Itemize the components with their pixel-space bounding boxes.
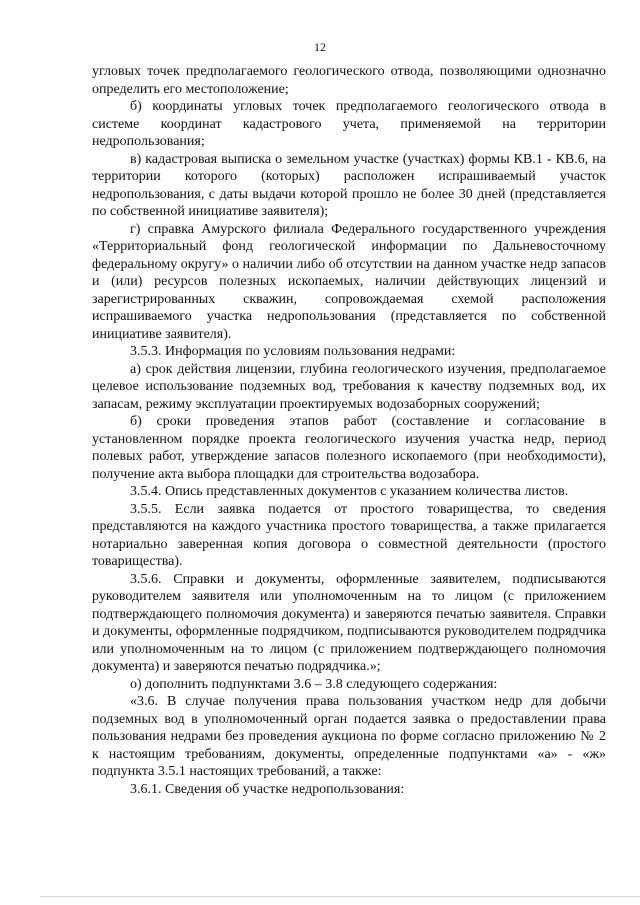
paragraph: «3.6. В случае получения права пользования участком недр для добычи подземных вод в уполномоченный орган подается заявка о предоставлении права пользования недрами без проведения аукциона по форме согласно приложению № 2 к настоящим требованиям, документы, определенные подпунктами «а» - «ж» подпункта 3.5.1 настоящих требований, а также: [92,694,606,779]
paragraph: о) дополнить подпунктами 3.6 – 3.8 следующего содержания: [130,676,498,692]
paragraph: 3.6.1. Сведения об участке недропользования: [130,781,405,797]
paragraph: угловых точек предполагаемого геологического отвода, позволяющими однозначно определить его местоположение; [92,64,606,97]
document-body [92,63,606,798]
paragraph: 3.5.3. Информация по условиям пользования недрами: [130,344,456,359]
paragraph: б) координаты угловых точек предполагаемого геологического отвода в системе координат кадастрового учета, применяемой на территории недропользования; [92,99,606,149]
paragraph: 3.5.4. Опись представленных документов с указанием количества листов. [130,484,569,499]
paragraph: в) кадастровая выписка о земельном участке (участках) формы КВ.1 - КВ.6, на территории которого (которых) расположен испрашиваемый участок недропользования, с даты выдачи которой прошло не более 30 дней (представляется по собственной инициативе заявителя); [92,151,606,219]
paragraph: 3.5.6. Справки и документы, оформленные заявителем, подписываются руководителем заявителя или уполномоченным на то лицом (с приложением подтверждающего полномочия документа) и заверяются печатью заявителя. Справки и документы, оформленные подрядчиком, подписываются руководителем подрядчика или уполномоченным на то лицом (с приложением подтверждающего полномочия документа) и заверяются печатью подрядчика.»; [92,571,606,674]
page-number: 12 [314,40,326,54]
paragraph: б) сроки проведения этапов работ (составление и согласование в установленном порядке проекта геологического изучения участка недр, период полевых работ, утверждение запасов полезного ископаемого (при необходимости), получение акта выбора площадки для строительства водозабора. [92,414,606,482]
paragraph: г) справка Амурского филиала Федерального государственного учреждения «Территориальный фонд геологической информации по Дальневосточному федеральному округу» о наличии либо об отсутствии на данном участке недр запасов и (или) ресурсов полезных ископаемых, наличии действующих лицензий и зарегистрированных скважин, сопровождаемая схемой расположения испрашиваемого участка недропользования (представляется по собственной инициативе заявителя). [92,221,606,342]
paragraph: 3.5.5. Если заявка подается от простого товарищества, то сведения представляются на каждого участника простого товарищества, а также прилагается нотариально заверенная копия договора о совместной деятельности (простого товарищества). [92,501,606,569]
scan-edge-divider [40,896,640,897]
paragraph: а) срок действия лицензии, глубина геологического изучения, предполагаемое целевое использование подземных вод, требования к качеству подземных вод, их запасам, режиму эксплуатации проектируемых водозаборных сооружений; [92,361,606,412]
